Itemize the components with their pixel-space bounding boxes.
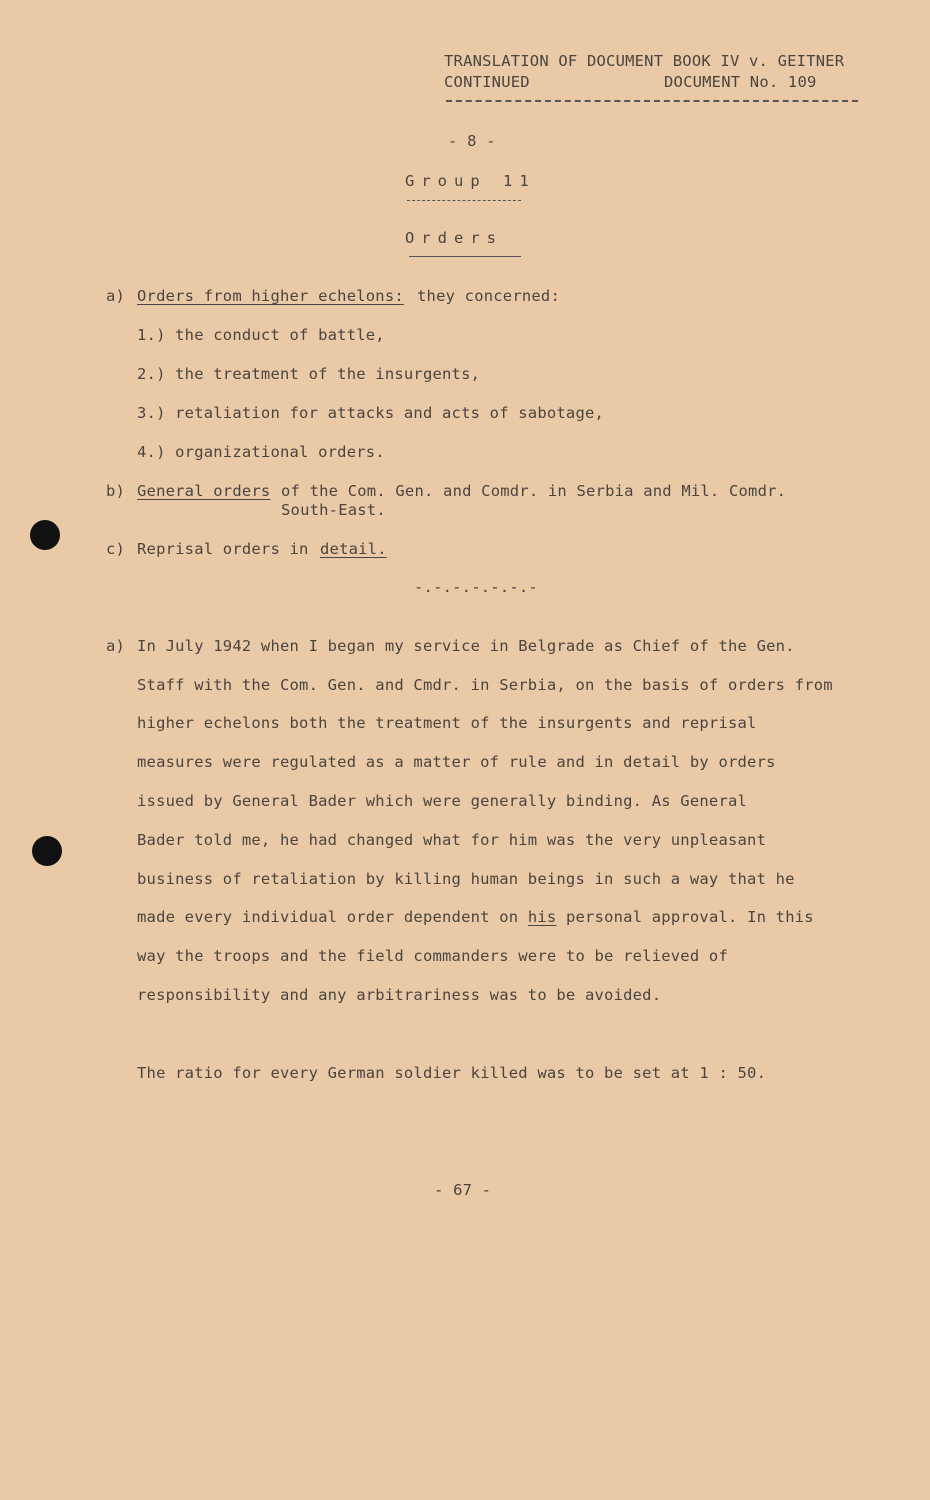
header-divider <box>446 100 858 102</box>
list-heading-b: General orders <box>137 482 271 500</box>
list-text-c: Reprisal orders in <box>137 540 309 558</box>
list-tail-b: of the Com. Gen. and Comdr. in Serbia and Mil. Comdr. <box>281 482 787 500</box>
list-label-b: b) <box>106 482 126 500</box>
body-line-8-pre: made every individual order dependent on <box>137 908 519 926</box>
punch-hole <box>30 520 60 550</box>
footer-page-number: - 67 - <box>434 1181 492 1199</box>
group-title-underline <box>407 200 521 201</box>
body-line: responsibility and any arbitrariness was to be avoided. <box>137 986 662 1004</box>
page-marker: - 8 - <box>448 132 496 150</box>
body-line: way the troops and the field commanders were to be relieved of <box>137 947 728 965</box>
punch-hole <box>32 836 62 866</box>
list-item: 3.) retaliation for attacks and acts of sabotage, <box>137 404 605 422</box>
list-item: 2.) the treatment of the insurgents, <box>137 365 481 383</box>
body-line: business of retaliation by killing human beings in such a way that he <box>137 870 795 888</box>
list-label-a: a) <box>106 287 126 305</box>
section-title-underline <box>409 256 521 257</box>
body-line-8 <box>137 908 814 926</box>
group-title: Group 11 <box>405 172 536 190</box>
list-item: 4.) organizational orders. <box>137 443 385 461</box>
body-line: higher echelons both the treatment of the insurgents and reprisal <box>137 714 757 732</box>
list-underlined-c: detail. <box>320 540 387 558</box>
body-line-8-underlined: his <box>527 908 557 926</box>
body-line: measures were regulated as a matter of rule and in detail by orders <box>137 753 776 771</box>
list-label-c: c) <box>106 540 126 558</box>
header-title: TRANSLATION OF DOCUMENT BOOK IV v. GEITNER <box>444 52 845 70</box>
list-heading-a: Orders from higher echelons: <box>137 287 404 305</box>
header-document-no: DOCUMENT No. 109 <box>664 73 817 91</box>
body-label: a) <box>106 637 126 655</box>
body-line-8-post: personal approval. In this <box>565 908 814 926</box>
list-tail-b-line2: South-East. <box>281 501 386 519</box>
header-continued: CONTINUED <box>444 73 530 91</box>
separator: -.-.-.-.-.-.- <box>414 578 538 596</box>
ratio-sentence: The ratio for every German soldier killed was to be set at 1 : 50. <box>137 1064 767 1082</box>
list-item: 1.) the conduct of battle, <box>137 326 385 344</box>
body-line: Bader told me, he had changed what for him was the very unpleasant <box>137 831 767 849</box>
list-tail-a: they concerned: <box>417 287 560 305</box>
body-line: issued by General Bader which were generally binding. As General <box>137 792 748 810</box>
body-line: In July 1942 when I began my service in Belgrade as Chief of the Gen. <box>137 637 795 655</box>
body-line: Staff with the Com. Gen. and Cmdr. in Serbia, on the basis of orders from <box>137 676 833 694</box>
section-title: Orders <box>405 229 503 247</box>
